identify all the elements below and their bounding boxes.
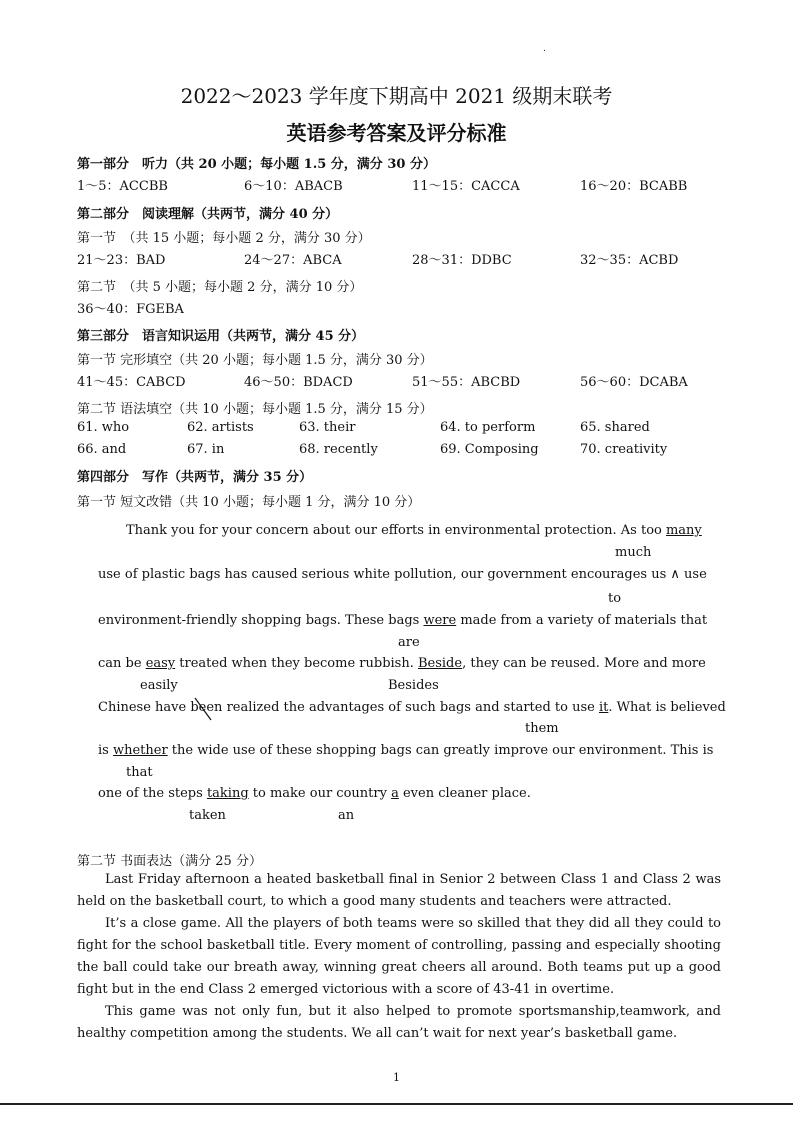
part4-heading: 第四部分 写作（共两节，满分 35 分）: [77, 470, 313, 485]
correction-word: Besides: [388, 678, 439, 693]
answer-group: 56～60：DCABA: [580, 375, 688, 390]
grammar-answers-row-2: [77, 442, 737, 460]
document-subtitle: 英语参考答案及评分标准: [286, 121, 507, 145]
strike-mark: [192, 697, 214, 721]
grammar-answer: 61. who: [77, 420, 130, 435]
exam-title: 2022～2023 学年度下期高中 2021 级期末联考: [180, 84, 613, 108]
answer-group: 51～55：ABCBD: [412, 375, 521, 390]
essay-paragraph: This game was not only fun, but it also helped to promote sportsmanship,teamwork, and healthy competition among the students. We all can’t wait for next year’s basketball game.: [77, 1004, 721, 1041]
part2-section1-heading: 第一节 （共 15 小题；每小题 2 分，满分 30 分）: [77, 231, 371, 246]
correction-word: are: [398, 635, 420, 650]
page-number: 1: [393, 1071, 400, 1084]
error-word: taking: [206, 786, 249, 801]
part2-section1-answers-row: [77, 249, 737, 267]
error-word: easy: [145, 656, 176, 671]
error-word: whether: [112, 743, 168, 758]
stray-dot: .: [543, 44, 546, 54]
part3-section1-heading: 第一节 完形填空（共 20 小题；每小题 1.5 分，满分 30 分）: [77, 353, 433, 368]
grammar-answer: 66. and: [77, 442, 127, 457]
deleted-word: been: [190, 700, 222, 715]
grammar-answer: 70. creativity: [580, 442, 668, 457]
grammar-answer: 63. their: [299, 420, 356, 435]
correction-word: to: [608, 591, 622, 606]
answer-group: 1～5：ACCBB: [77, 179, 168, 194]
answer-group: 28～31：DDBC: [412, 253, 512, 268]
correction-word: that: [126, 765, 153, 780]
correction-line-2: use of plastic bags has caused serious white pollution, our government encourages us ∧ use: [98, 567, 707, 582]
part4-section1-heading: 第一节 短文改错（共 10 小题；每小题 1 分，满分 10 分）: [77, 495, 421, 510]
grammar-answer: 67. in: [187, 442, 225, 457]
answer-group: 41～45：CABCD: [77, 375, 186, 390]
part2-heading: 第二部分 阅读理解（共两节，满分 40 分）: [77, 207, 339, 222]
correction-line-4: can be easy treated when they become rubbish. Beside, they can be reused. More and more: [98, 656, 706, 671]
essay-paragraph: It’s a close game. All the players of both teams were so skilled that they did all they could to fight for the school basketball title. Every moment of controlling, passing and especially shooting the ball could take our breath away, winning great cheers all around. Both teams put up a good fight but in the end Class 2 emerged victorious with a score of 43-41 in overtime.: [77, 916, 721, 997]
correction-word: taken: [189, 808, 226, 823]
answer-group: 11～15：CACCA: [412, 179, 520, 194]
part3-section1-answers-row: [77, 371, 737, 389]
answer-group: 6～10：ABACB: [244, 179, 343, 194]
correction-line-1: Thank you for your concern about our efforts in environmental protection. As too many: [126, 523, 702, 538]
answer-group: 46～50：BDACD: [244, 375, 353, 390]
grammar-answers-row-1: [77, 420, 737, 438]
grammar-answer: 62. artists: [187, 420, 254, 435]
answer-group: 16～20：BCABB: [580, 179, 688, 194]
error-word: a: [391, 786, 399, 801]
part2-section2-answer: 36～40：FGEBA: [77, 302, 184, 317]
part3-section2-heading: 第二节 语法填空（共 10 小题；每小题 1.5 分，满分 15 分）: [77, 402, 433, 417]
correction-line-3: environment-friendly shopping bags. These bags were made from a variety of materials that: [98, 613, 708, 628]
correction-line-7: one of the steps taking to make our country a even cleaner place.: [98, 786, 531, 801]
insert-caret: ∧: [670, 567, 680, 582]
grammar-answer: 64. to perform: [440, 420, 536, 435]
error-word: it: [598, 700, 609, 715]
correction-line-6: is whether the wide use of these shopping bags can greatly improve our environment. This is: [98, 743, 714, 758]
answer-group: 32～35：ACBD: [580, 253, 679, 268]
grammar-answer: 65. shared: [580, 420, 650, 435]
part2-section2-heading: 第二节 （共 5 小题；每小题 2 分，满分 10 分）: [77, 280, 363, 295]
error-word: were: [423, 613, 457, 628]
part3-heading: 第三部分 语言知识运用（共两节，满分 45 分）: [77, 329, 365, 344]
error-word: Beside: [417, 656, 463, 671]
answer-group: 21～23：BAD: [77, 253, 166, 268]
answer-group: 24～27：ABCA: [244, 253, 342, 268]
part1-answers-row: [77, 175, 737, 193]
grammar-answer: 69. Composing: [440, 442, 539, 457]
grammar-answer: 68. recently: [299, 442, 378, 457]
sample-essay: [77, 869, 721, 1045]
essay-paragraph: Last Friday afternoon a heated basketball final in Senior 2 between Class 1 and Class 2 was held on the basketball court, to which a good many students and teachers were attracted.: [77, 872, 721, 909]
correction-word: them: [525, 721, 559, 736]
correction-word: much: [615, 545, 652, 560]
part4-section2-heading: 第二节 书面表达（满分 25 分）: [77, 854, 262, 869]
correction-word: easily: [140, 678, 178, 693]
error-word: many: [665, 523, 702, 538]
part1-heading: 第一部分 听力（共 20 小题；每小题 1.5 分，满分 30 分）: [77, 157, 436, 172]
correction-word: an: [338, 808, 355, 823]
correction-line-5: Chinese have been realized the advantages of such bags and started to use it. What is believed: [98, 700, 651, 715]
footer-rule: [0, 1103, 793, 1105]
